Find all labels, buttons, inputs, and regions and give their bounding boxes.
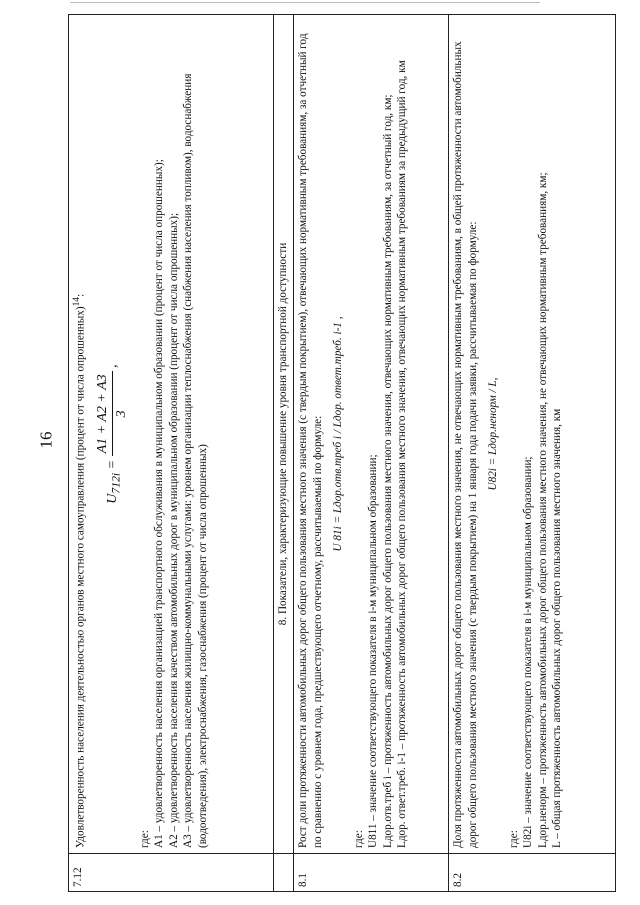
page-number: 16 bbox=[36, 431, 56, 449]
indicator-title: Удовлетворенность населения деятельностью органов местного самоуправления (процент от числа опрошенных)$^{14}$: bbox=[72, 293, 87, 848]
indicator-table bbox=[68, 14, 616, 892]
definition-3: L – общая протяженность автомобильных дорог общего пользования местного значения, км bbox=[551, 408, 564, 848]
row-number: 7.12 bbox=[69, 854, 274, 892]
row-number: 8.1 bbox=[294, 854, 449, 892]
table-row-7-12 bbox=[69, 15, 274, 892]
definition-2: Lдор.отв.треб i – протяженность автомобильных дорог общего пользования местного значения, отвечающих нормативным требованиям, за отчетный год, км; bbox=[381, 94, 394, 848]
formula-82: U82i = Lдор.ненорм / L, bbox=[487, 377, 500, 491]
table-row-8-2 bbox=[449, 15, 616, 892]
where-label: где: bbox=[507, 830, 520, 848]
indicator-text: Доля протяженности автомобильных дорог общего пользования местного значения, не отвечающих нормативным требованиям, в общей протяженности автомобильных дорог общего пользования местного значения (с твердым покрытием) на 1 января года подачи заявки, рассчитываемая по формуле: bbox=[452, 41, 479, 848]
definition-1: U811 – значение соответствующего показателя в i-м муниципальном образовании; bbox=[367, 454, 380, 848]
formula-81: U 81i = Lдор.отв.треб i / Lдор. ответ.треб. i-1 , bbox=[332, 316, 345, 552]
where-label: где: bbox=[138, 830, 151, 848]
scan-edge-line bbox=[70, 2, 540, 3]
indicator-text: Рост доли протяженности автомобильных дорог общего пользования местного значения (с твердым покрытием), отвечающих нормативным требованиям, за отчетный год по сравнению с уровнем года, предшествующего отчетному, рассчитываемый по формуле: bbox=[297, 33, 324, 848]
section-title: 8. Показатели, характеризующие повышение уровня транспортной доступности bbox=[274, 15, 294, 854]
table-row-8-1 bbox=[294, 15, 449, 892]
definition-a3: A3 – удовлетворенность населения жилищно-коммунальными услугами: уровнем организации теплоснабжения (снабжения населения топливом), водоснабжения (водоотведения), электроснабжения, газоснабжения (процент от числа опрошенных) bbox=[182, 73, 209, 848]
document-sheet bbox=[68, 14, 616, 892]
row-number: 8.2 bbox=[449, 854, 616, 892]
row-content bbox=[294, 15, 449, 854]
row-content bbox=[449, 15, 616, 854]
definition-a2: A2 – удовлетворенность населения качеством автомобильных дорог в муниципальном образовании (процент от числа опрошенных); bbox=[167, 212, 180, 848]
where-label: где: bbox=[352, 830, 365, 848]
definition-1: U82i – значение соответствующего показателя в i-м муниципальном образовании; bbox=[522, 456, 535, 848]
formula-712: $U_{712i}$ = A1 + A2 + A3 3 , bbox=[95, 364, 130, 504]
definition-a1: A1 – удовлетворенность населения организацией транспортного обслуживания в муниципальном образовании (процент от числа опрошенных); bbox=[153, 159, 166, 848]
definition-2: Lдор.ненорм – протяженность автомобильных дорог общего пользования местного значения, не отвечающих нормативным требованиям, км; bbox=[536, 172, 549, 848]
definition-3: Lдор. ответ.треб. i-1 – протяженность автомобильных дорог общего пользования местного значения, отвечающих нормативным требованиям за предыдущий год, км bbox=[396, 60, 409, 848]
section-row-8 bbox=[274, 15, 294, 892]
row-content bbox=[69, 15, 274, 854]
